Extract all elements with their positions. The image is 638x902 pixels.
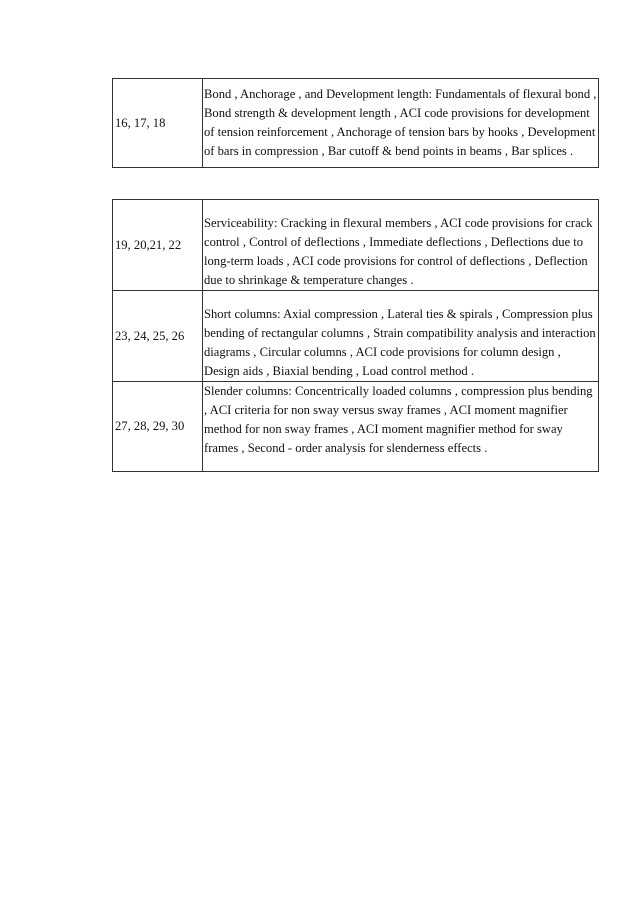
table-row bbox=[113, 291, 599, 382]
topics-cell bbox=[203, 291, 599, 382]
table-row bbox=[113, 200, 599, 291]
topics-cell bbox=[203, 382, 599, 472]
weeks-cell: 23, 24, 25, 26 bbox=[113, 291, 203, 382]
syllabus-table-2 bbox=[112, 199, 599, 472]
table-row bbox=[113, 79, 599, 168]
topics-cell bbox=[203, 79, 599, 168]
topics-text: Short columns: Axial compression , Lateral ties & spirals , Compression plus bending of rectangular columns , Strain compatibility analysis and interaction diagrams , Circular columns , ACI code provisions for column design , Design aids , Biaxial bending , Load control method . bbox=[204, 307, 596, 378]
topics-text: Serviceability: Cracking in flexural members , ACI code provisions for crack control , Control of deflections , Immediate deflections , Deflections due to long-term loads , ACI code provisions for control of deflections , Deflection due to shrinkage & temperature changes . bbox=[204, 216, 593, 287]
weeks-cell: 27, 28, 29, 30 bbox=[113, 382, 203, 472]
topics-cell bbox=[203, 200, 599, 291]
syllabus-table-1 bbox=[112, 78, 599, 168]
topics-text: Slender columns: Concentrically loaded columns , compression plus bending , ACI criteria for non sway versus sway frames , ACI moment magnifier method for non sway frames , ACI moment magnifier method for sway frames , Second - order analysis for slenderness effects . bbox=[204, 384, 593, 455]
table-row bbox=[113, 382, 599, 472]
topics-text: Bond , Anchorage , and Development length: Fundamentals of flexural bond , Bond strength & development length , ACI code provisions for development of tension reinforcement , Anchorage of tension bars by hooks , Development of bars in compression , Bar cutoff & bend points in beams , Bar splices . bbox=[204, 87, 597, 158]
weeks-cell: 19, 20,21, 22 bbox=[113, 200, 203, 291]
weeks-cell: 16, 17, 18 bbox=[113, 79, 203, 168]
